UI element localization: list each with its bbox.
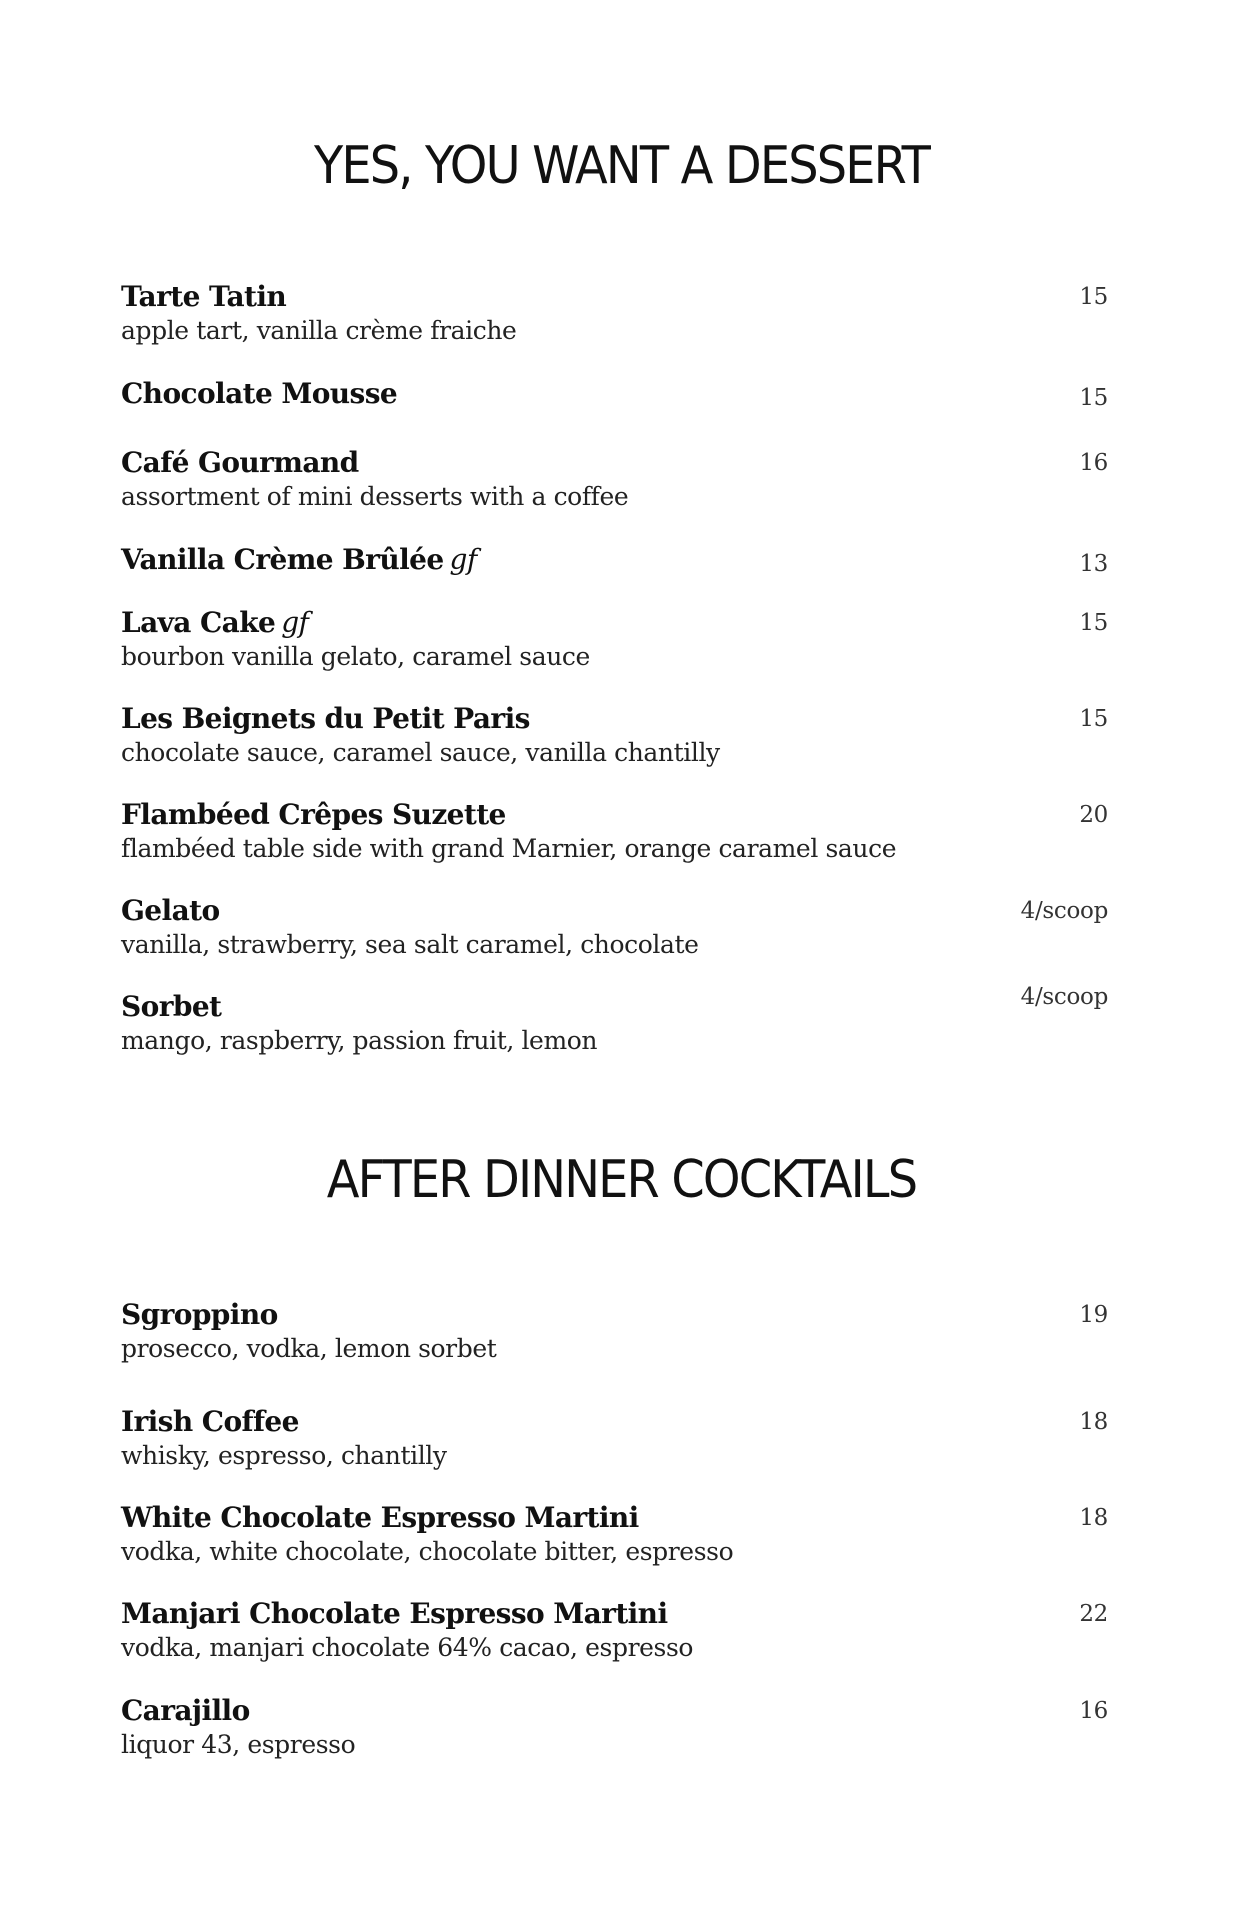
item-name: Carajillo: [121, 1694, 250, 1727]
item-description: whisky, espresso, chantilly: [121, 1441, 447, 1470]
item-name: Irish Coffee: [121, 1405, 299, 1438]
menu-item: [121, 446, 1122, 514]
item-price: 15: [1079, 706, 1108, 732]
item-name: Vanilla Crème Brûlée gf: [121, 543, 477, 576]
item-price: 22: [1079, 1601, 1108, 1627]
item-name: White Chocolate Espresso Martini: [121, 1501, 639, 1534]
gluten-free-tag: gf: [281, 606, 309, 639]
item-name: Manjari Chocolate Espresso Martini: [121, 1597, 668, 1630]
item-price: 4/scoop: [1020, 984, 1108, 1010]
item-name: Sorbet: [121, 990, 222, 1023]
item-price: 19: [1079, 1302, 1108, 1328]
menu-item: [121, 702, 1122, 770]
menu-item: [121, 280, 1122, 348]
menu-item: [121, 543, 1122, 577]
menu-item: [121, 798, 1122, 866]
menu-item: [121, 1501, 1122, 1569]
item-description: bourbon vanilla gelato, caramel sauce: [121, 642, 590, 671]
menu-item: [121, 606, 1122, 674]
menu-item: [121, 377, 1122, 411]
item-price: 15: [1079, 385, 1108, 411]
item-description: assortment of mini desserts with a coffee: [121, 482, 629, 511]
item-name: Sgroppino: [121, 1298, 278, 1331]
item-price: 15: [1079, 610, 1108, 636]
item-description: liquor 43, espresso: [121, 1730, 356, 1759]
menu-item: [121, 984, 1122, 1058]
item-price: 4/scoop: [1020, 898, 1108, 924]
item-price: 18: [1079, 1505, 1108, 1531]
item-name: Café Gourmand: [121, 446, 359, 479]
item-name: Les Beignets du Petit Paris: [121, 702, 530, 735]
item-price: 16: [1079, 1698, 1108, 1724]
item-description: mango, raspberry, passion fruit, lemon: [121, 1026, 598, 1055]
item-name: Gelato: [121, 894, 220, 927]
menu-item: [121, 1405, 1122, 1473]
item-description: vodka, white chocolate, chocolate bitter, espresso: [121, 1537, 734, 1566]
item-name: Tarte Tatin: [121, 280, 287, 313]
menu-item: [121, 1597, 1122, 1665]
item-price: 13: [1079, 551, 1108, 577]
cocktails-section-title: AFTER DINNER COCKTAILS: [326, 1150, 917, 1210]
item-description: prosecco, vodka, lemon sorbet: [121, 1334, 497, 1363]
dessert-section-title: YES, YOU WANT A DESSERT: [314, 136, 929, 196]
item-description: vanilla, strawberry, sea salt caramel, chocolate: [121, 930, 699, 959]
item-description: apple tart, vanilla crème fraiche: [121, 316, 517, 345]
item-description: flambéed table side with grand Marnier, orange caramel sauce: [121, 834, 897, 863]
item-price: 16: [1079, 450, 1108, 476]
menu-item: [121, 894, 1122, 962]
menu-item: [121, 1298, 1122, 1366]
item-price: 15: [1079, 284, 1108, 310]
item-price: 20: [1079, 802, 1108, 828]
item-name: Lava Cake gf: [121, 606, 309, 639]
gluten-free-tag: gf: [449, 543, 477, 576]
item-description: vodka, manjari chocolate 64% cacao, espresso: [121, 1633, 694, 1662]
item-description: chocolate sauce, caramel sauce, vanilla chantilly: [121, 738, 720, 767]
item-name: Chocolate Mousse: [121, 377, 398, 410]
menu-item: [121, 1694, 1122, 1762]
item-price: 18: [1079, 1409, 1108, 1435]
item-name: Flambéed Crêpes Suzette: [121, 798, 506, 831]
